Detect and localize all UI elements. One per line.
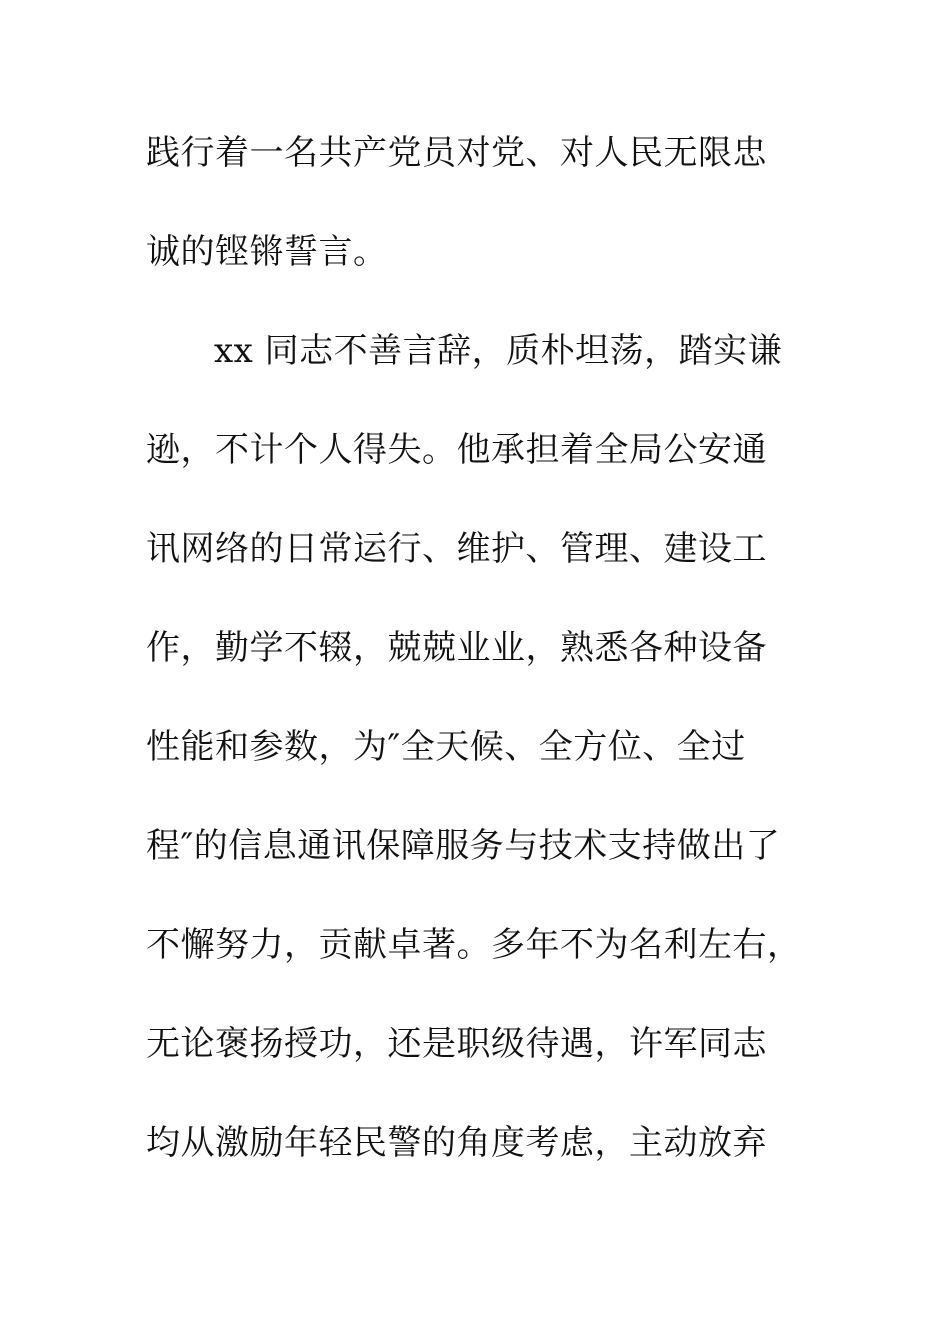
text-line: 作，勤学不辍，兢兢业业，熟悉各种设备 xyxy=(146,628,767,668)
paragraph-start-line: xx 同志不善言辞，质朴坦荡，踏实谦 xyxy=(214,331,783,371)
text-line: 程″的信息通讯保障服务与技术支持做出了 xyxy=(146,826,781,866)
text-line: 讯网络的日常运行、维护、管理、建设工 xyxy=(146,529,767,569)
text-line: 性能和参数，为″全天候、全方位、全过 xyxy=(146,727,746,767)
text-line: 践行着一名共产党员对党、对人民无限忠 xyxy=(146,133,767,173)
text-line: 诚的铿锵誓言。 xyxy=(146,232,388,272)
text-line: 逊，不计个人得失。他承担着全局公安通 xyxy=(146,430,767,470)
text-line: 无论褒扬授功，还是职级待遇，许军同志 xyxy=(146,1024,767,1064)
text-line: 不懈努力，贡献卓著。多年不为名利左右， xyxy=(146,925,802,965)
text-line: 均从激励年轻民警的角度考虑，主动放弃 xyxy=(146,1123,767,1163)
body-text xyxy=(146,128,826,1217)
